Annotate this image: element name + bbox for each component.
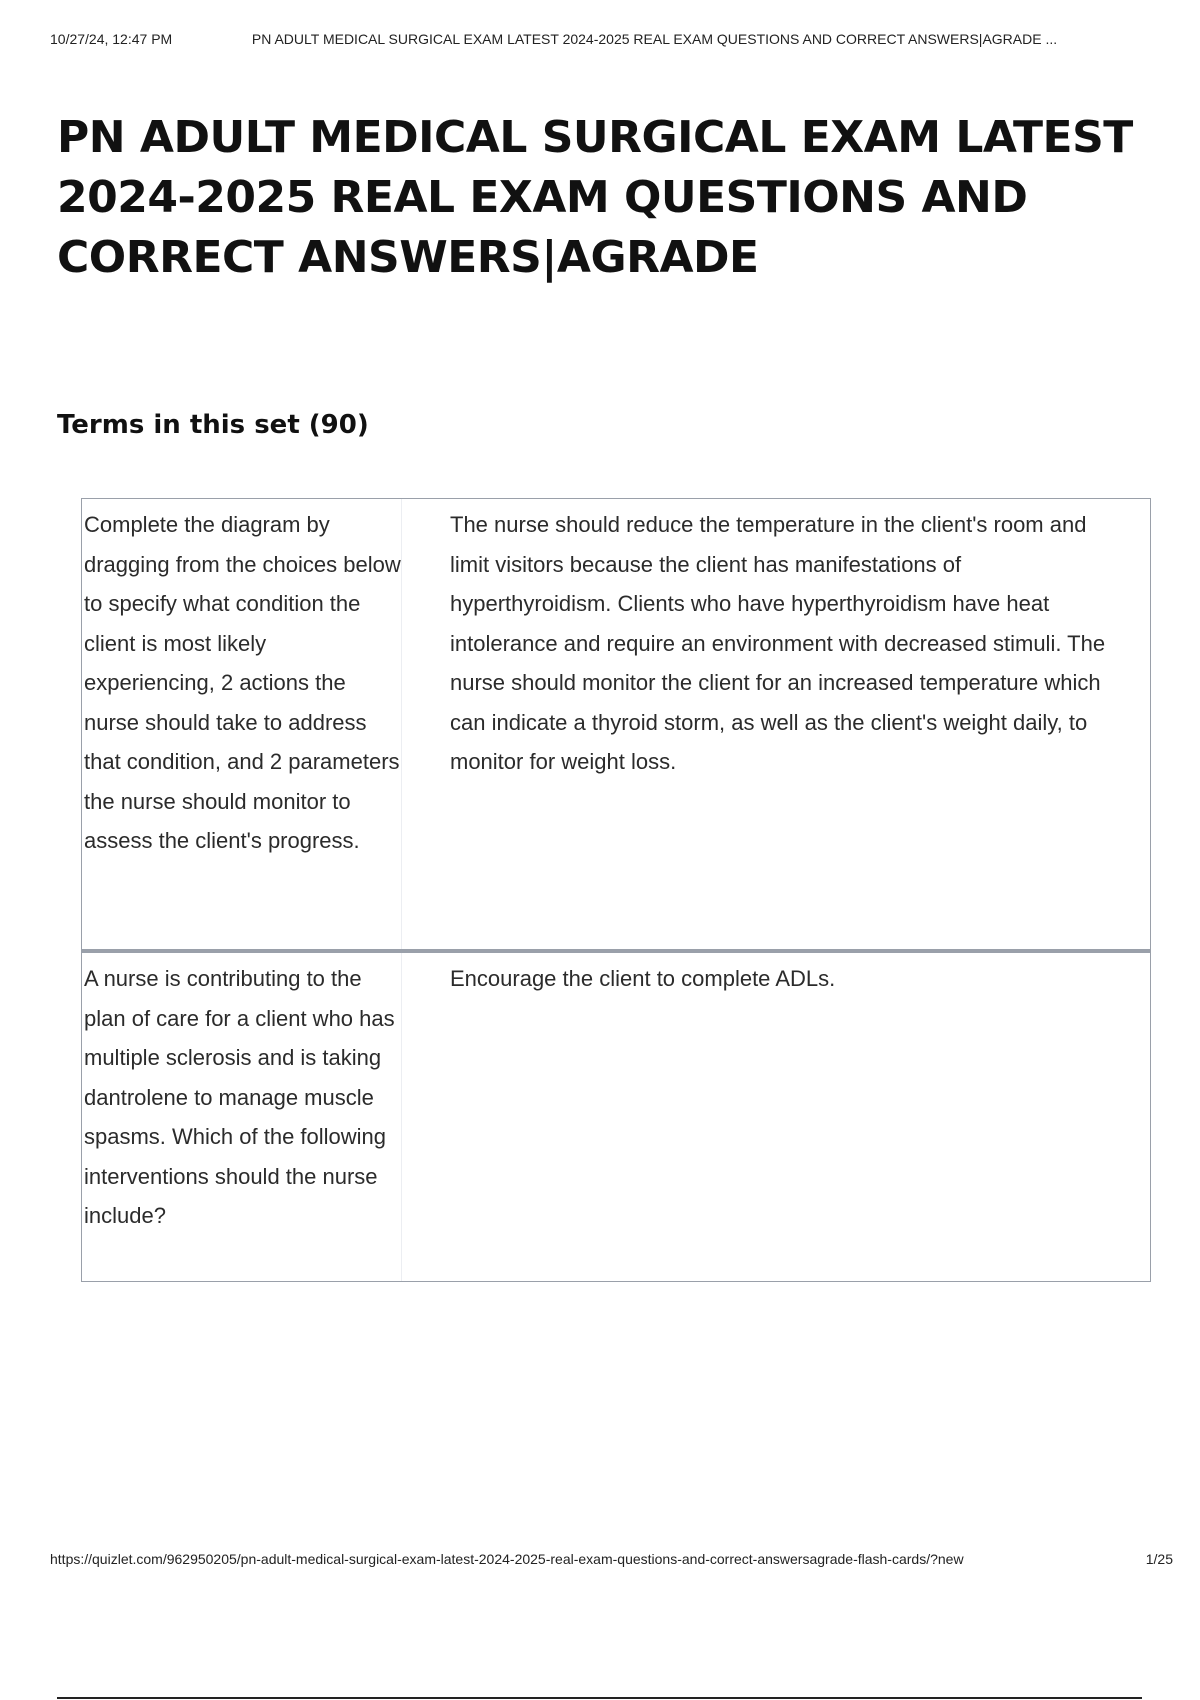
card-definition: Encourage the client to complete ADLs. [450,966,836,991]
print-datetime: 10/27/24, 12:47 PM [50,31,173,47]
page-title: PN ADULT MEDICAL SURGICAL EXAM LATEST 2024-2025 REAL EXAM QUESTIONS AND CORRECT ANSWERS|AGRADE [57,112,1133,283]
flashcard-list [81,498,1151,1282]
flashcard [81,498,1151,950]
print-url: https://quizlet.com/962950205/pn-adult-medical-surgical-exam-latest-2024-2025-real-exam-questions-and-correct-answersagrade-flash-cards/?new [50,1551,964,1567]
card-definition: The nurse should reduce the temperature in the client's room and limit visitors because the client has manifestations of hyperthyroidism. Clients who have hyperthyroidism have heat intolerance and require an environment with decreased stimuli. The nurse should monitor the client for an increased temperature which can indicate a thyroid storm, as well as the client's weight daily, to monitor for weight loss. [450,512,1106,774]
print-footer [50,1551,1180,1567]
print-header [50,31,1180,47]
print-document-title: PN ADULT MEDICAL SURGICAL EXAM LATEST 2024-2025 REAL EXAM QUESTIONS AND CORRECT ANSWERS|AGRADE ... [251,31,1058,47]
card-term: Complete the diagram by dragging from the choices below to specify what condition the client is most likely experiencing, 2 actions the nurse should take to address that condition, and 2 parameters the nurse should monitor to assess the client's progress. [82,499,402,949]
card-term: A nurse is contributing to the plan of care for a client who has multiple sclerosis and is taking dantrolene to manage muscle spasms. Which of the following interventions should the nurse include? [82,953,402,1281]
page-number: 1/25 [1145,1551,1173,1567]
divider [57,1697,1142,1699]
flashcard [81,950,1151,1282]
terms-heading: Terms in this set (90) [57,410,369,440]
